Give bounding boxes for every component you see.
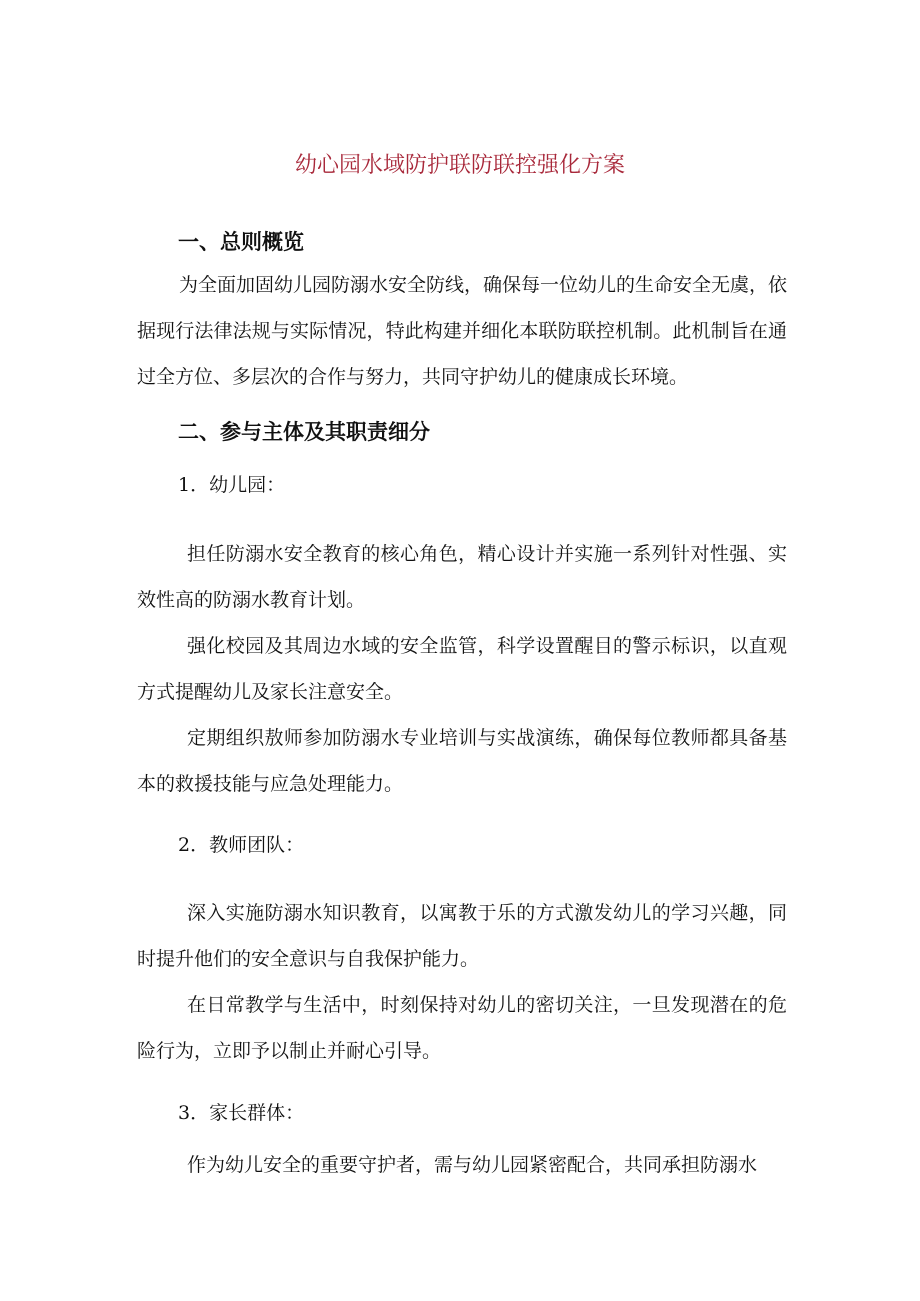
item-label-teachers: 2．教师团队： (178, 834, 305, 856)
kindergarten-paragraph-3: 定期组织敖师参加防溺水专业培训与实战演练，确保每位教师都具备基本的救援技能与应急处理能力。 (137, 727, 787, 795)
teachers-paragraph-2: 在日常教学与生活中，时刻保持对幼儿的密切关注，一旦发现潜在的危险行为，立即予以制止并耐心引导。 (137, 994, 787, 1062)
section-heading-participants: 二、参与主体及其职责细分 (178, 420, 430, 444)
section-heading-overview: 一、总则概览 (178, 230, 304, 254)
kindergarten-paragraph-2: 强化校园及其周边水域的安全监管，科学设置醒目的警示标识，以直观方式提醒幼儿及家长注意安全。 (137, 635, 787, 703)
kindergarten-paragraph-1: 担任防溺水安全教育的核心角色，精心设计并实施一系列针对性强、实效性高的防溺水教育计划。 (137, 543, 787, 611)
item-label-kindergarten: 1．幼儿园： (178, 474, 286, 496)
overview-paragraph: 为全面加固幼儿园防溺水安全防线，确保每一位幼儿的生命安全无虞，依据现行法律法规与实际情况，特此构建并细化本联防联控机制。此机制旨在通过全方位、多层次的合作与努力，共同守护幼儿的健康成长环境。 (137, 274, 788, 388)
parents-paragraph-1: 作为幼儿安全的重要守护者，需与幼儿园紧密配合，共同承担防溺水 (187, 1154, 758, 1176)
document-title: 幼心园水域防护联防联控强化方案 (294, 153, 625, 178)
teachers-paragraph-1: 深入实施防溺水知识教育，以寓教于乐的方式激发幼儿的学习兴趣，同时提升他们的安全意识与自我保护能力。 (137, 902, 787, 970)
item-label-parents: 3．家长群体： (178, 1102, 305, 1124)
